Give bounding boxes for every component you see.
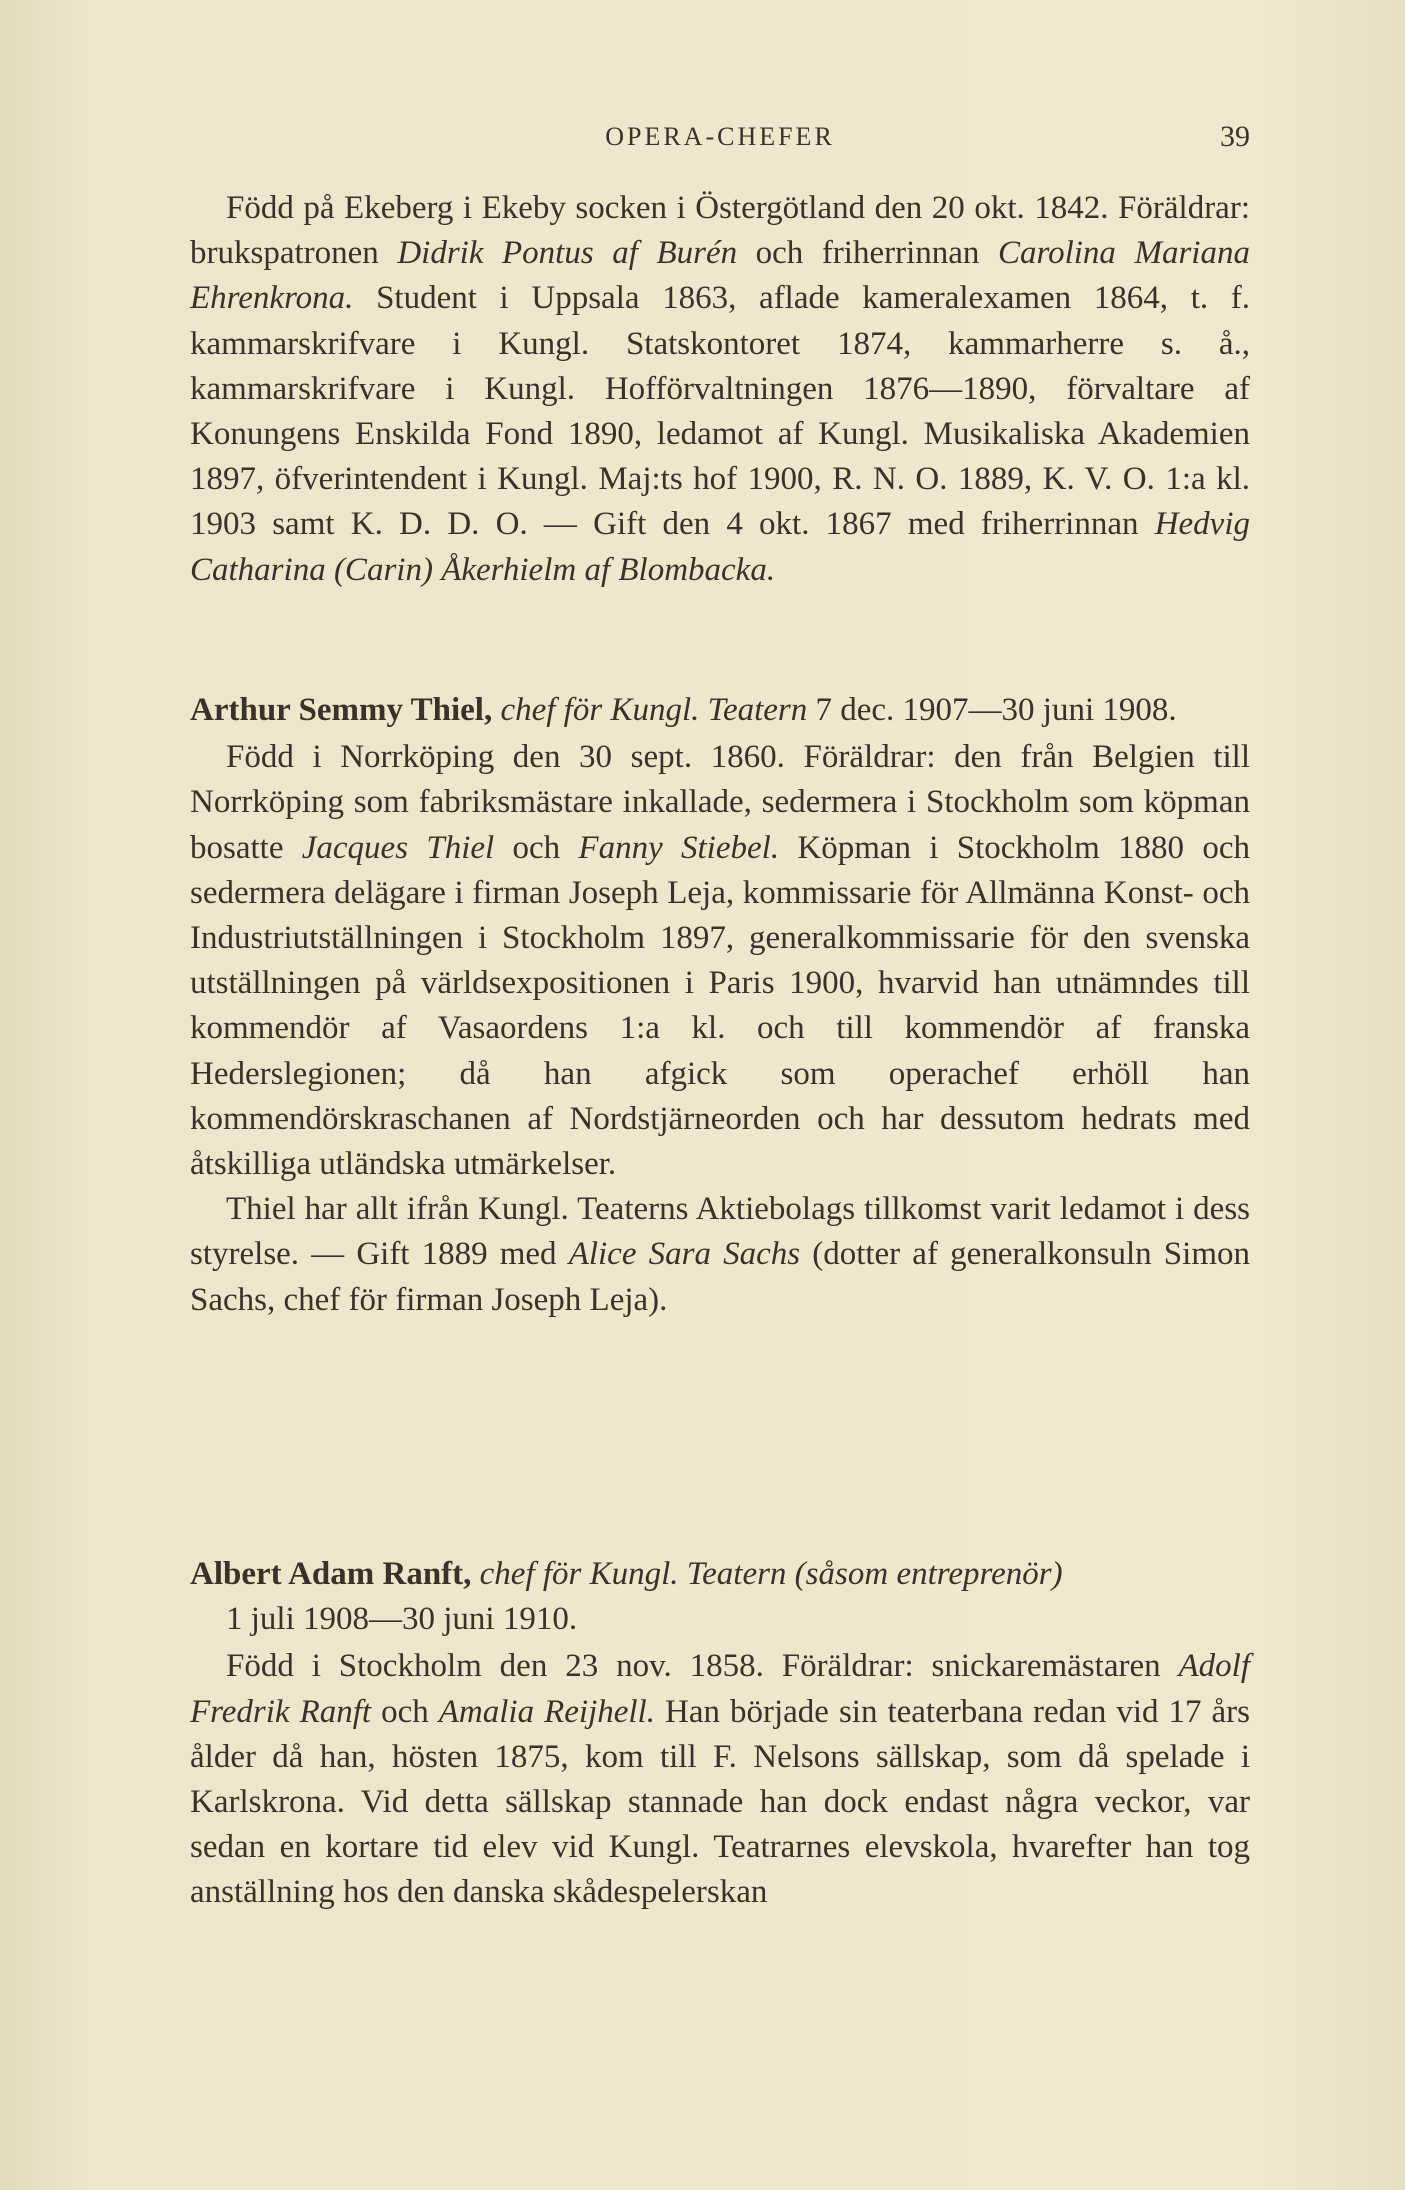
text-run: Född på Ekeberg i Ekeby socken i Östergötland den 20 okt. 1842. Föräldrar: brukspatronen xyxy=(190,190,1250,272)
paragraph xyxy=(190,186,1250,593)
text-run: Thiel har allt ifrån Kungl. Teaterns Aktiebolags tillkomst varit ledamot i dess styrelse. — Gift 1889 med xyxy=(190,1191,1250,1273)
paragraph xyxy=(190,1187,1250,1323)
entry-heading xyxy=(190,688,1250,733)
italic-name: Carolina Mariana Ehrenkrona. xyxy=(190,235,1250,317)
text-run: (dotter af generalkonsuln Simon Sachs, chef för firman Joseph Leja). xyxy=(190,1236,1250,1318)
entry-dates: 1 juli 1908—30 juni 1910. xyxy=(226,1601,578,1638)
entry-name: Albert Adam Ranft, xyxy=(190,1556,472,1592)
ranft-entry xyxy=(190,1552,1250,1916)
buren-biography-continued xyxy=(190,186,1250,593)
paragraph xyxy=(190,1644,1250,1915)
text-run: och friherrinnan xyxy=(737,235,998,272)
text-run: Född i Norrköping den 30 sept. 1860. Föräldrar: den från Belgien till Norrköping som fabriksmästare inkallade, sedermera i Stockholm som köpman bosatte xyxy=(190,739,1250,866)
italic-name: Jacques Thiel xyxy=(301,829,495,866)
entry-heading xyxy=(190,1552,1250,1642)
text-run: och xyxy=(371,1693,439,1730)
italic-name: Amalia Reijhell. xyxy=(438,1693,655,1730)
page-header xyxy=(190,120,1250,160)
text-run: Student i Uppsala 1863, aflade kameralexamen 1864, t. f. kammarskrifvare i Kungl. Statskontoret 1874, kammarherre s. å., kammarskrifvare i Kungl. Hofförvaltningen 1876—1890, förvaltare af Konungens Enskilda Fond 1890, ledamot af Kungl. Musikaliska Akademien 1897, öfverintendent i Kungl. Maj:ts hof 1900, R. N. O. 1889, K. V. O. 1:a kl. 1903 samt K. D. D. O. — Gift den 4 okt. 1867 med friherrinnan xyxy=(190,280,1250,543)
page-number: 39 xyxy=(1220,120,1250,153)
entry-dates: 7 dec. 1907—30 juni 1908. xyxy=(807,692,1177,728)
italic-name: Adolf Fredrik Ranft xyxy=(190,1648,1250,1730)
italic-name: Hedvig Catharina (Carin) Åkerhielm af Blombacka. xyxy=(190,506,1250,588)
running-title: OPERA-CHEFER xyxy=(605,122,835,151)
paragraph xyxy=(190,735,1250,1187)
entry-role: chef för Kungl. Teatern xyxy=(500,692,808,728)
thiel-entry xyxy=(190,688,1250,1323)
italic-name: Fanny Stiebel. xyxy=(578,829,780,866)
text-run: Han började sin teaterbana redan vid 17 års ålder då han, hösten 1875, kom till F. Nelsons sällskap, som då spelade i Karlskrona. Vid detta sällskap stannade han dock endast några veckor, var sedan en kortare tid elev vid Kungl. Teatrarnes elevskola, hvarefter han tog anställning hos den danska skådespelerskan xyxy=(190,1693,1250,1911)
entry-name: Arthur Semmy Thiel, xyxy=(190,692,493,728)
entry-role: chef för Kungl. Teatern (såsom entreprenör) xyxy=(479,1556,1063,1592)
italic-name: Didrik Pontus af Burén xyxy=(397,235,738,272)
text-run: Född i Stockholm den 23 nov. 1858. Föräldrar: snickaremästaren xyxy=(226,1648,1179,1685)
italic-name: Alice Sara Sachs xyxy=(568,1236,801,1273)
text-run: Köpman i Stockholm 1880 och sedermera delägare i firman Joseph Leja, kommissarie för Allmänna Konst- och Industriutställningen i Stockholm 1897, generalkommissarie för den svenska utställningen på världsexpositionen i Paris 1900, hvarvid han utnämndes till kommendör af Vasaordens 1:a kl. och till kommendör af franska Hederslegionen; då han afgick som operachef erhöll han kommendörskraschanen af Nordstjärneorden och har dessutom hedrats med åtskilliga utländska utmärkelser. xyxy=(190,829,1250,1183)
text-run: och xyxy=(494,829,579,866)
